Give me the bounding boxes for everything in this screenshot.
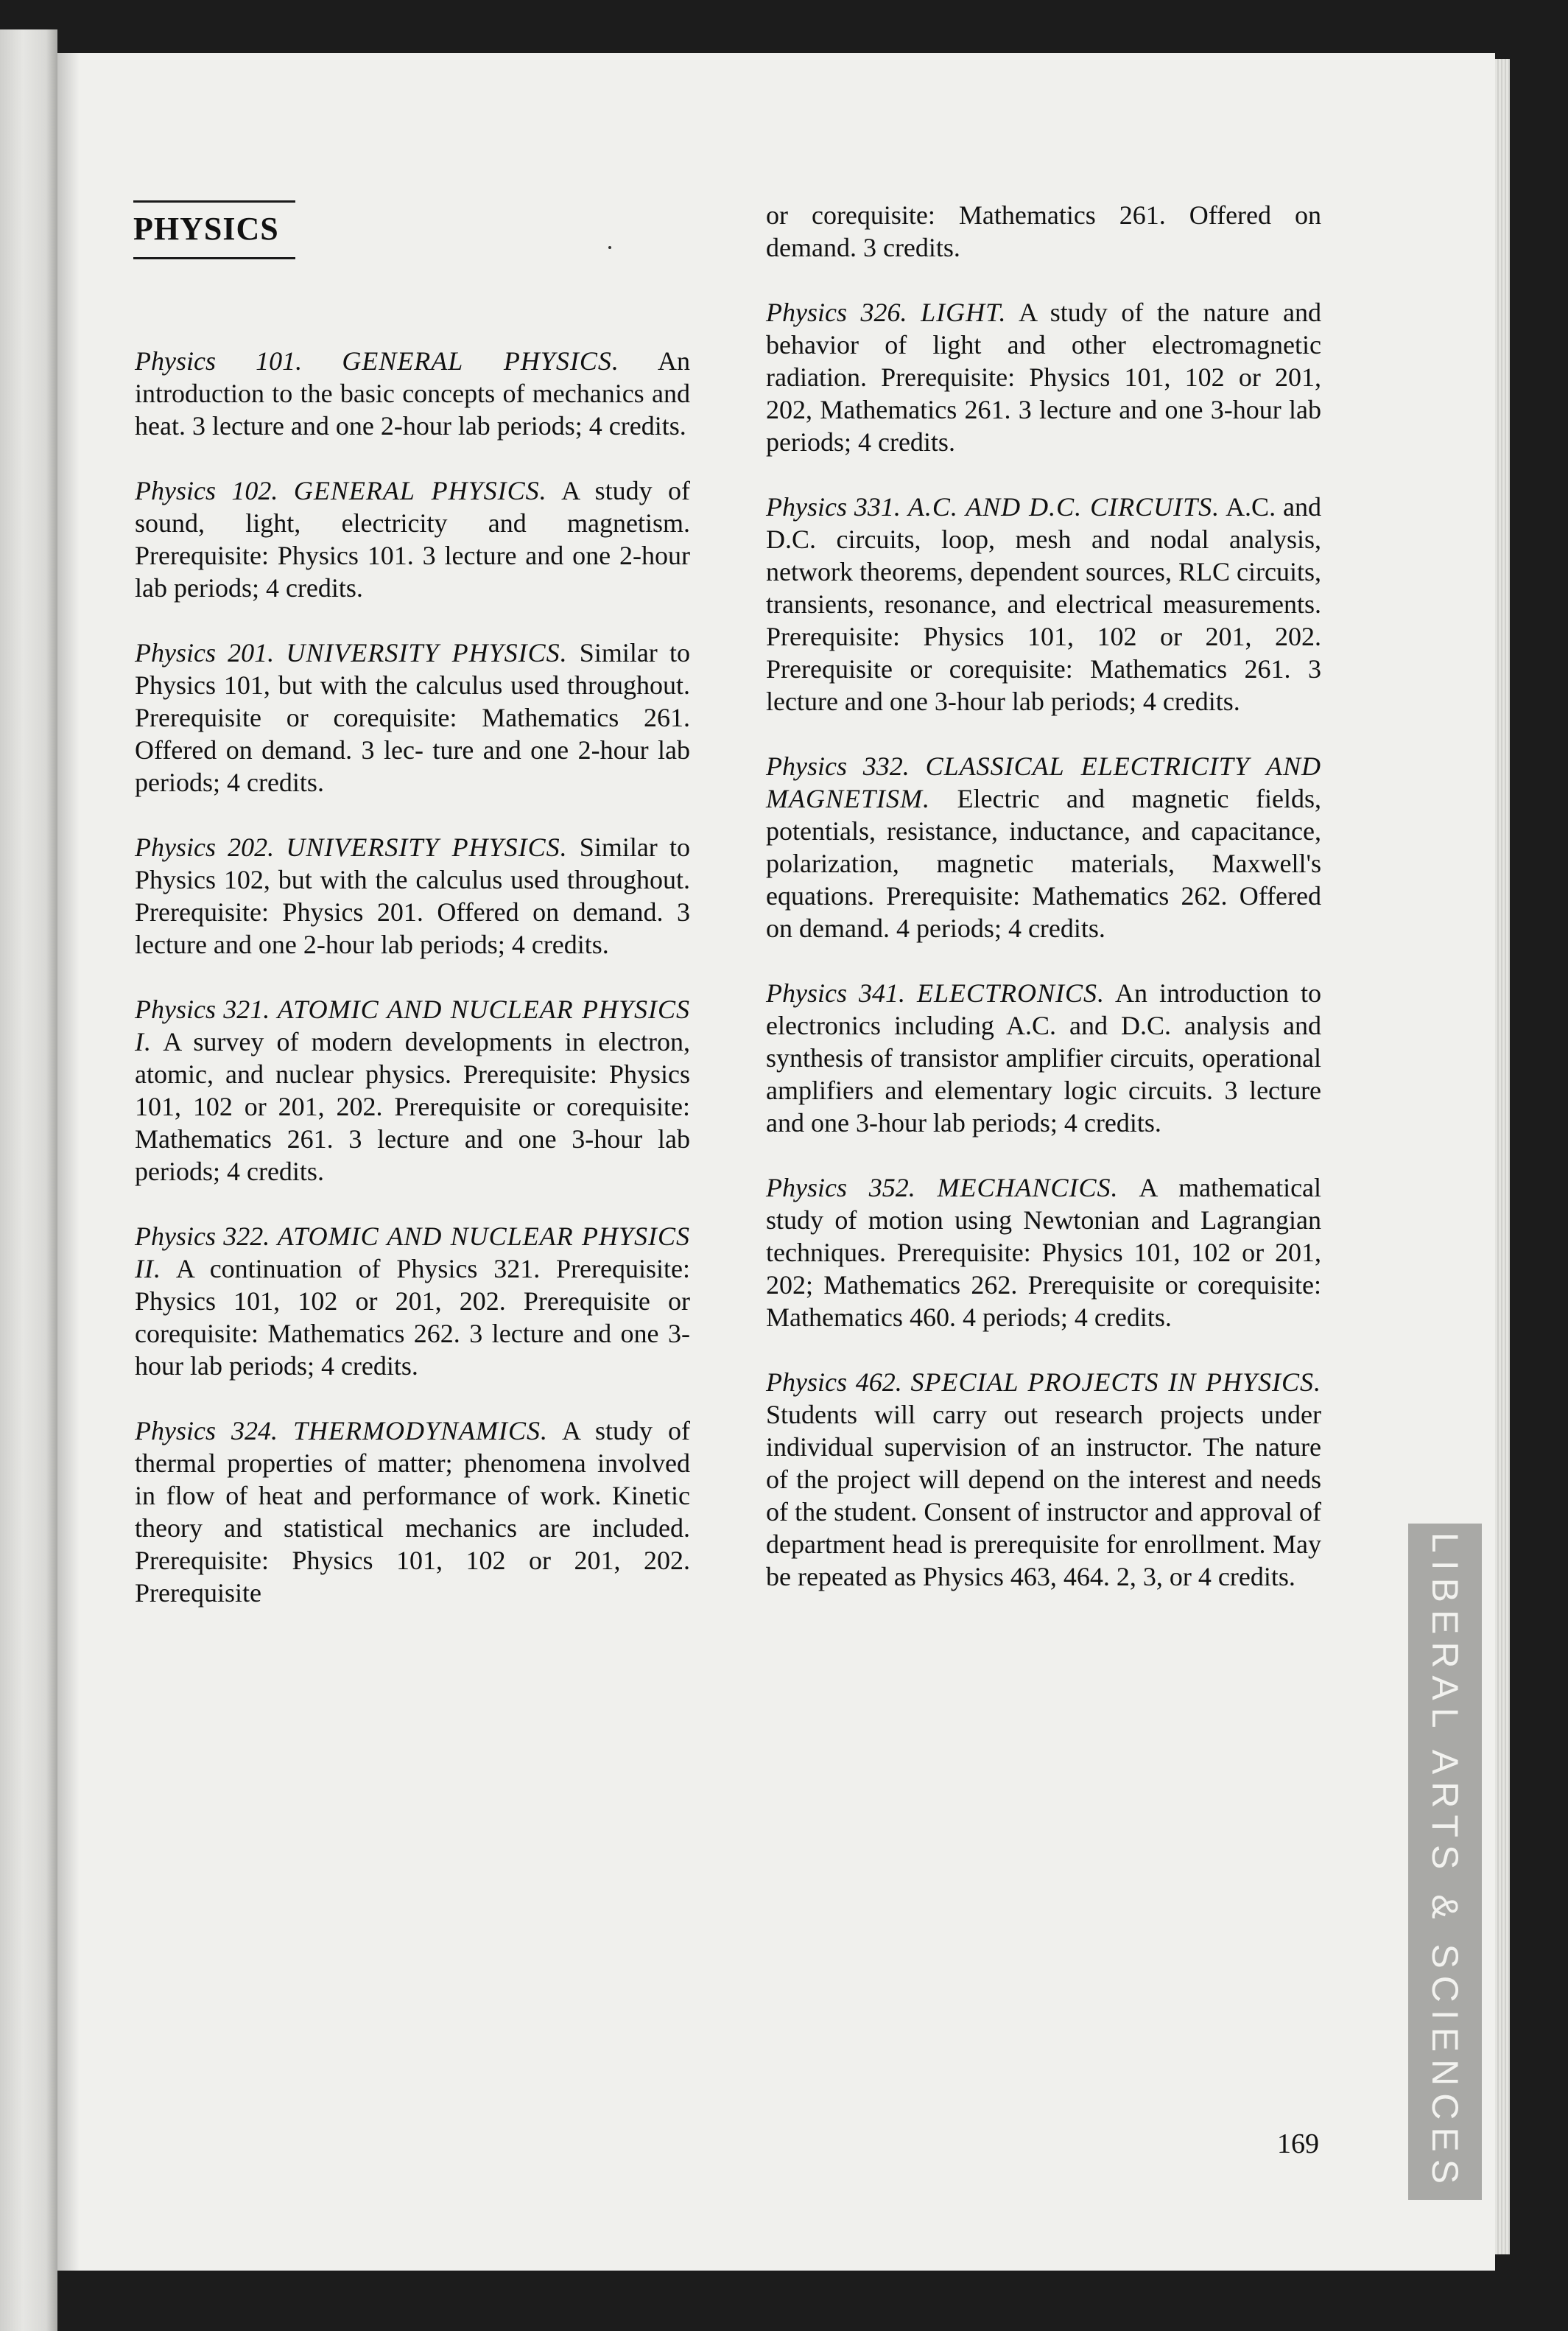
course-number: Physics 101. <box>135 346 303 376</box>
course-title: MECHANCICS. <box>937 1173 1119 1202</box>
course-entry <box>135 474 690 604</box>
section-thumb-tab-label: LIBERAL ARTS & SCIENCES <box>1424 1532 1466 2192</box>
course-description-continuation: or corequisite: Mathematics 261. Offered on demand. 3 credits. <box>766 200 1321 262</box>
course-title: UNIVERSITY PHYSICS. <box>286 832 568 862</box>
course-title: ATOMIC AND NUCLEAR PHYSICS I. <box>135 995 690 1056</box>
course-number: Physics 332. <box>766 751 910 781</box>
course-description: An introduction to electronics including A.C. and D.C. analysis and synthesis of transistor amplifier circuits, operational amplifiers and elementary logic circuits. 3 lecture and one 3-hour lab periods; 4 credits. <box>766 978 1321 1138</box>
course-number: Physics 322. <box>135 1221 270 1251</box>
course-description: Electric and magnetic fields, potentials, resistance, inductance, and capacitance, polarization, magnetic materials, Maxwell's equations. Prerequisite: Mathematics 262. Offered on demand. 4 periods; 4 credits. <box>766 784 1321 943</box>
course-description: A mathematical study of motion using Newtonian and Lagrangian techniques. Prerequisite: Physics 101, 102 or 201, 202; Mathematics 262. Prerequisite or corequisite: Mathematics 460. 4 periods; 4 credits. <box>766 1173 1322 1332</box>
course-description: A study of thermal properties of matter; phenomena involved in flow of heat and performance of work. Kinetic theory and statistical mechanics are included. Prerequisite: Physics 101, 102 or 201, 202. Prerequisite <box>135 1416 690 1608</box>
course-entry <box>135 1220 690 1382</box>
course-number: Physics 201. <box>135 638 275 667</box>
course-title: ELECTRONICS. <box>916 978 1105 1008</box>
course-title: UNIVERSITY PHYSICS. <box>286 638 568 667</box>
course-number: Physics 324. <box>135 1416 278 1445</box>
course-number: Physics 341. <box>766 978 905 1008</box>
course-entry <box>135 345 690 442</box>
course-number: Physics 321. <box>135 995 270 1024</box>
course-entry <box>766 750 1321 944</box>
course-title: GENERAL PHYSICS. <box>342 346 619 376</box>
course-number: Physics 202. <box>135 832 275 862</box>
course-title: ATOMIC AND NUCLEAR PHYSICS II. <box>135 1221 690 1283</box>
left-column <box>135 345 690 1641</box>
course-entry <box>766 1366 1321 1593</box>
course-title: GENERAL PHYSICS. <box>293 476 547 505</box>
course-description: A study of the nature and behavior of light and other electromagnetic radiation. Prerequisite: Physics 101, 102 or 201, 202, Mathematics 261. 3 lecture and one 3-hour lab periods; 4 credits. <box>766 298 1322 457</box>
course-entry <box>135 831 690 961</box>
course-number: Physics 462. <box>766 1367 902 1397</box>
course-entry <box>766 491 1321 718</box>
course-title: A.C. AND D.C. CIRCUITS. <box>907 492 1220 522</box>
course-description: A survey of modern developments in electron, atomic, and nuclear physics. Prerequisite: Physics 101, 102 or 201, 202. Prerequisite or corequisite: Mathematics 261. 3 lecture and one 3-hour lab periods; 4 credits. <box>135 1027 691 1186</box>
course-number: Physics 102. <box>135 476 278 505</box>
course-description: A study of sound, light, electricity and magnetism. Prerequisite: Physics 101. 3 lecture and one 2-hour lab periods; 4 credits. <box>135 476 691 603</box>
course-description: Students will carry out research projects under individual supervision of an instructor. The nature of the project will depend on the interest and needs of the student. Consent of instructor and approval of department head is prerequisite for enrollment. May be repeated as Physics 463, 464. 2, 3, or 4 credits. <box>766 1400 1321 1591</box>
section-title: PHYSICS <box>133 200 295 259</box>
previous-page-edge <box>0 29 57 2331</box>
course-entry <box>135 993 690 1188</box>
course-number: Physics 326. <box>766 298 907 327</box>
course-title: LIGHT. <box>921 298 1007 327</box>
course-title: THERMODYNAMICS. <box>292 1416 548 1445</box>
gutter-shadow <box>57 53 80 2271</box>
page-number: 169 <box>1277 2128 1319 2159</box>
right-column <box>766 199 1321 1625</box>
print-speck <box>608 246 611 249</box>
course-number: Physics 331. <box>766 492 901 522</box>
course-title: SPECIAL PROJECTS IN PHYSICS. <box>910 1367 1322 1397</box>
course-description: A.C. and D.C. circuits, loop, mesh and nodal analysis, network theorems, dependent sources, RLC circuits, transients, resonance, and electrical measurements. Prerequisite: Physics 101, 102 or 201, 202. Prerequisite or corequisite: Mathematics 261. 3 lecture and one 3-hour lab periods; 4 credits. <box>766 492 1321 716</box>
course-description: Similar to Physics 102, but with the calculus used throughout. Prerequisite: Physics 201. Offered on demand. 3 lecture and one 2-hour lab periods; 4 credits. <box>135 832 690 959</box>
course-title: CLASSICAL ELECTRICITY AND MAGNETISM. <box>766 751 1322 813</box>
course-number: Physics 352. <box>766 1173 915 1202</box>
course-description: Similar to Physics 101, but with the calculus used throughout. Prerequisite or corequisite: Mathematics 261. Offered on demand. 3 lec- ture and one 2-hour lab periods; 4 credits. <box>135 638 690 797</box>
course-entry <box>766 1171 1321 1333</box>
course-description: An introduction to the basic concepts of mechanics and heat. 3 lecture and one 2-hour lab periods; 4 credits. <box>135 346 691 441</box>
course-entry <box>766 296 1321 458</box>
course-entry <box>135 1415 690 1609</box>
course-description: A continuation of Physics 321. Prerequisite: Physics 101, 102 or 201, 202. Prerequisite or corequisite: Mathematics 262. 3 lecture and one 3-hour lab periods; 4 credits. <box>135 1254 690 1381</box>
course-entry <box>766 977 1321 1139</box>
course-entry <box>135 637 690 799</box>
